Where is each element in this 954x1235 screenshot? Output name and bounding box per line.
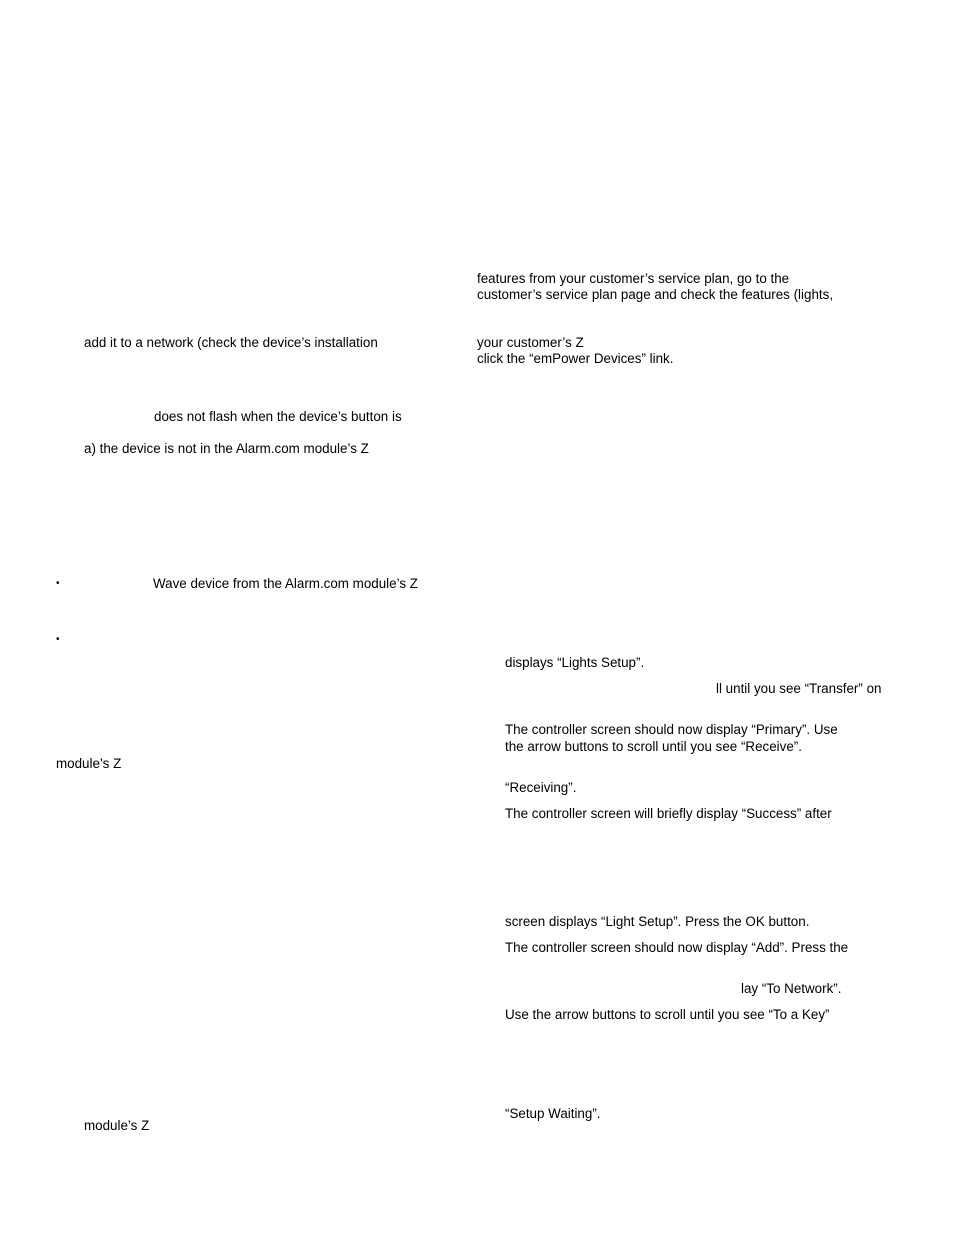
lights-setup-fragment: displays “Lights Setup”. [505,655,645,670]
module-fragment: module’s Z [84,1118,150,1133]
remove-device-fragment: Wave device from the Alarm.com module’s Z [153,576,418,591]
setup-waiting-fragment: “Setup Waiting”. [505,1106,601,1121]
empower-devices-fragment: click the “emPower Devices” link. [477,351,674,366]
customer-fragment: your customer’s Z [477,335,584,350]
bullet-marker: • [56,634,60,645]
to-a-key-fragment: Use the arrow buttons to scroll until you see “To a Key” [505,1007,830,1022]
install-instructions-fragment: add it to a network (check the device’s installation [84,335,378,350]
primary-step-line: The controller screen should now display “Primary”. Use [505,722,838,737]
not-in-network-fragment: a) the device is not in the Alarm.com module’s Z [84,441,369,456]
success-fragment: The controller screen will briefly display “Success” after [505,806,832,821]
light-setup-ok-fragment: screen displays “Light Setup”. Press the OK button. [505,914,810,929]
to-network-fragment: lay “To Network”. [741,981,842,996]
flash-fragment: does not flash when the device’s button is [154,409,402,424]
features-line: customer’s service plan page and check the features (lights, [477,287,834,302]
module-fragment: module’s Z [56,756,122,771]
bullet-marker: • [56,578,60,589]
transfer-fragment: ll until you see “Transfer” on [716,681,882,696]
add-step-fragment: The controller screen should now display “Add”. Press the [505,940,849,955]
features-line: features from your customer’s service plan, go to the [477,271,790,286]
primary-step-line: the arrow buttons to scroll until you see “Receive”. [505,739,802,754]
receiving-fragment: “Receiving”. [505,780,577,795]
